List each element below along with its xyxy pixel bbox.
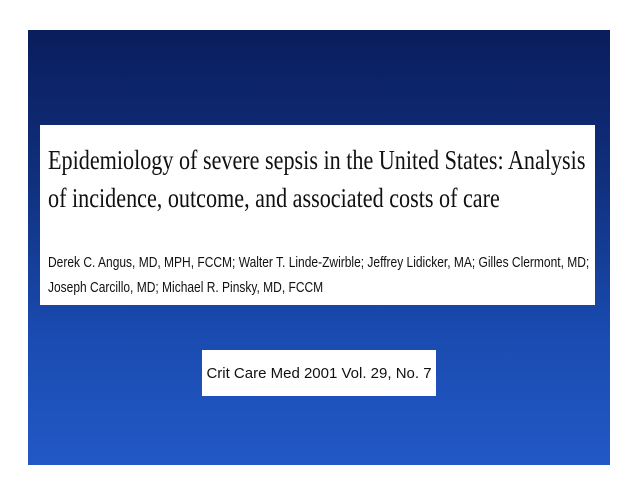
paper-header-box <box>40 125 595 305</box>
citation-text: Crit Care Med 2001 Vol. 29, No. 7 <box>206 364 432 382</box>
paper-title: Epidemiology of severe sepsis in the United States: Analysis of incidence, outcome, and associated costs of care <box>48 145 586 213</box>
citation-box <box>202 350 436 396</box>
paper-authors: Derek C. Angus, MD, MPH, FCCM; Walter T. Linde-Zwirble; Jeffrey Lidicker, MA; Gilles Clermont, MD; Joseph Carcillo, MD; Michael R. Pinsky, MD, FCCM <box>48 254 590 296</box>
